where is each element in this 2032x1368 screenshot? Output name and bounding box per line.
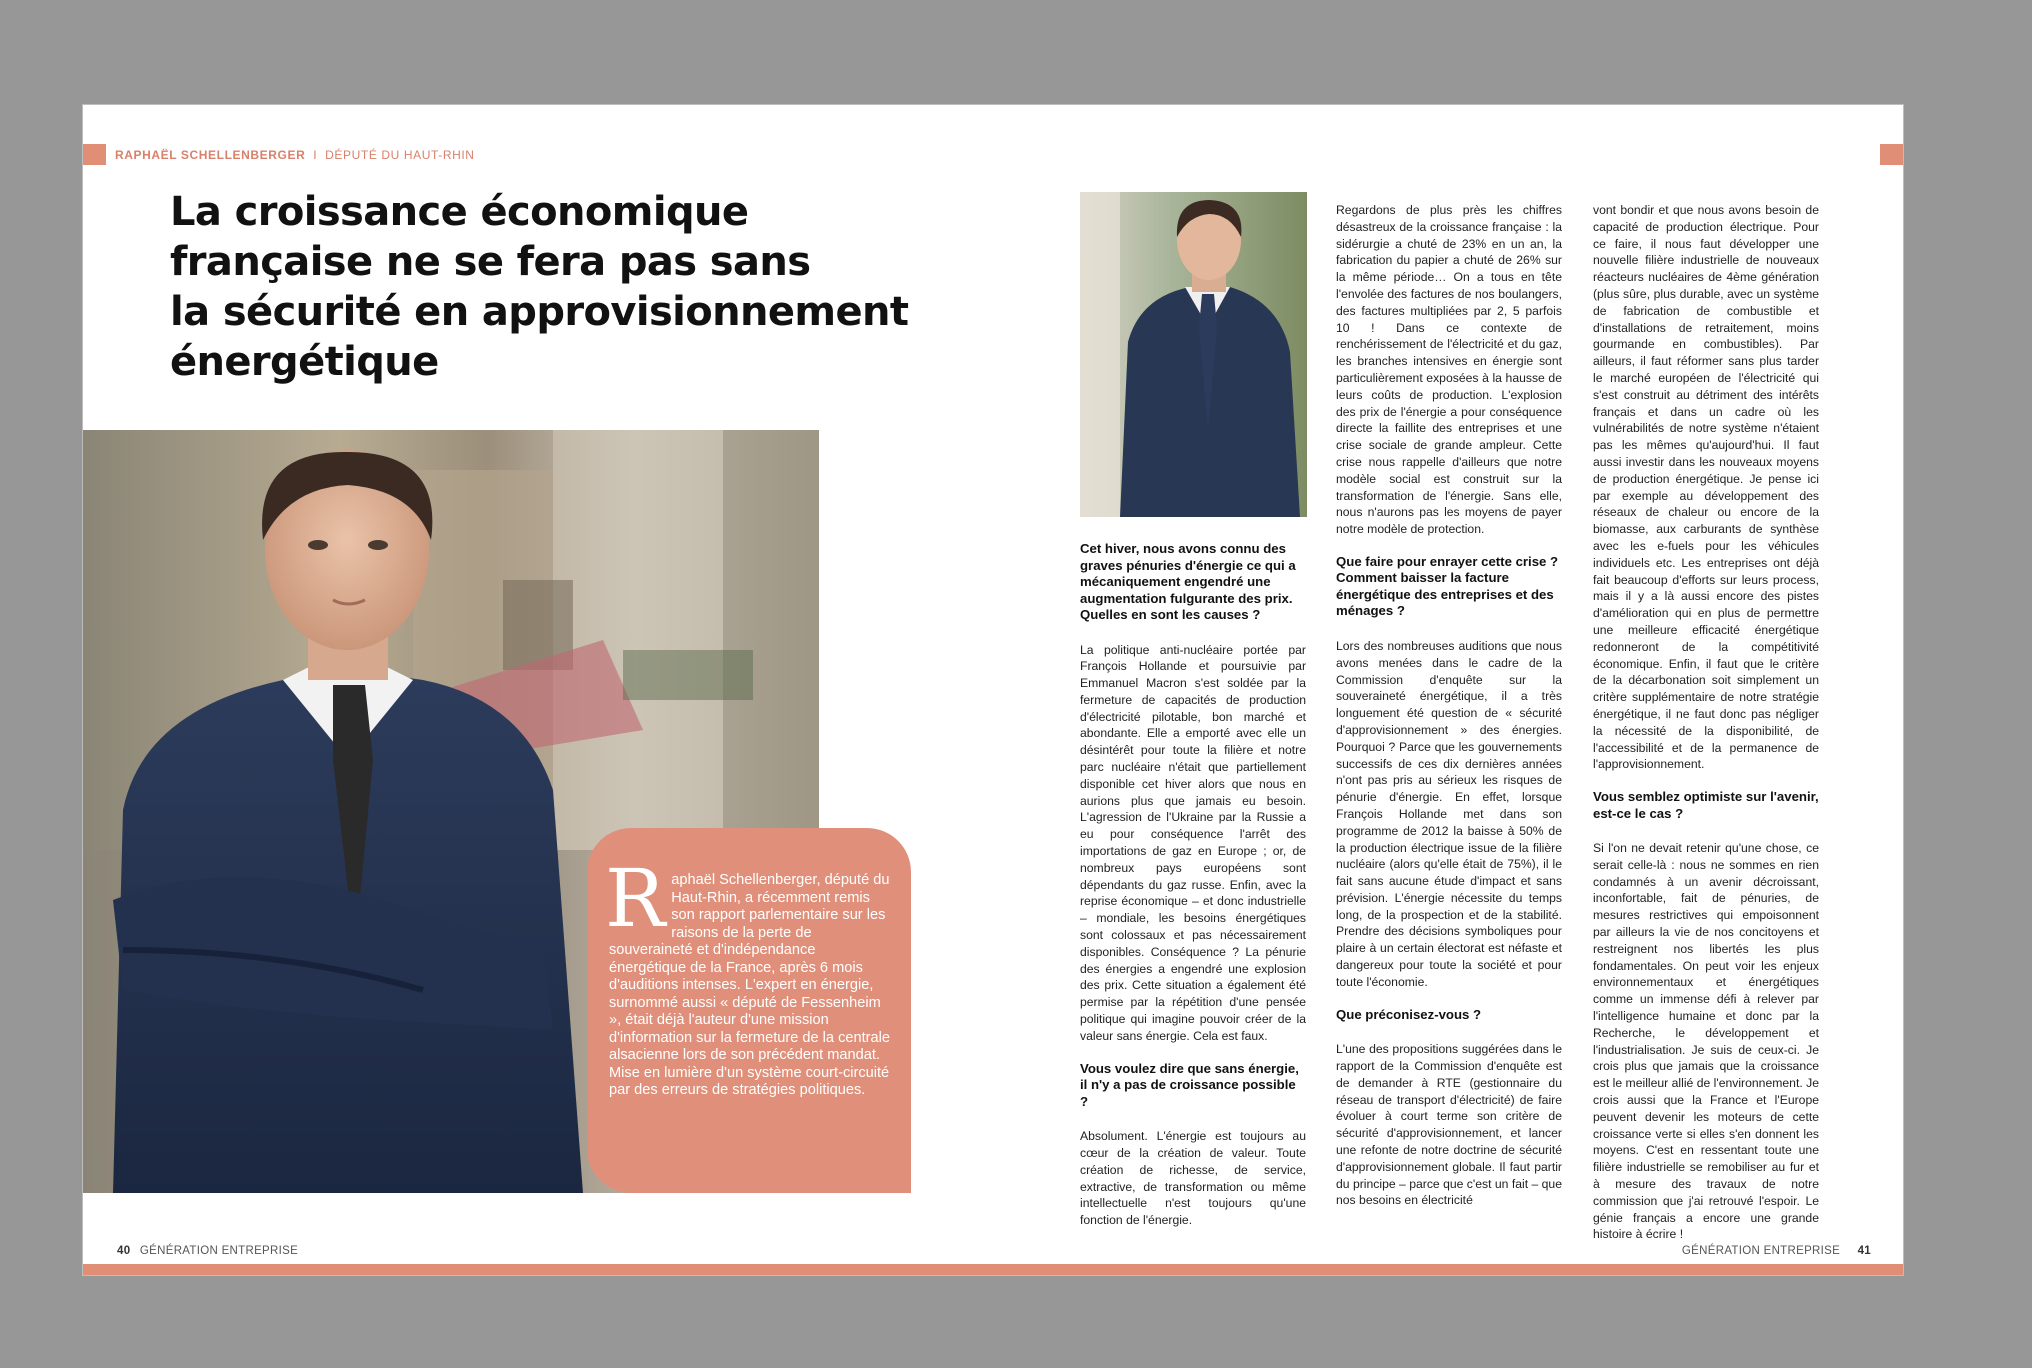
header-accent-right [1880, 144, 1903, 165]
interview-answer: Regardons de plus près les chiffres désastreux de la croissance française : la sidérurgie a chuté de 23% en un an, la fabrication du papier a chuté de 26% sur la même période… On a tous en tête l'envolée des factures de nos boulangers, des factures multipliées par 2, 5 parfois 10 ! Dans ce contexte de renchérissement de l'électricité et du gaz, les branches intensives en énergie sont particulièrement exposées à la hausse de leurs coûts de production. L'explosion des prix de l'énergie a pour conséquence directe la faillite des entreprises et une crise sociale de grande ampleur. Cette crise nous rappelle d'ailleurs que notre modèle social est construit sur la transformation de l'énergie. Sans elle, nous n'aurons pas les moyens de payer notre modèle de protection. [1336, 203, 1562, 537]
header-role: DÉPUTÉ DU HAUT-RHIN [325, 148, 475, 162]
magazine-spread [83, 105, 1903, 1275]
footer-accent-bar [83, 1264, 1903, 1275]
title-line: La croissance économique [170, 189, 749, 235]
article-title [170, 187, 930, 387]
magazine-name-left: GÉNÉRATION ENTREPRISE [139, 1245, 299, 1257]
interview-answer: Absolument. L'énergie est toujours au cœur de la création de valeur. Toute création de richesse, de service, extractive, de transformation ou même intellectuelle n'est toujours qu'une fonction de l'énergie. [1080, 1129, 1306, 1228]
article-column-1 [1080, 541, 1306, 1245]
header-accent-left [83, 144, 106, 165]
running-header [115, 148, 475, 162]
title-line: la sécurité en approvisionnement [170, 289, 909, 335]
author-bio-box [587, 828, 911, 1193]
interview-question: Que préconisez-vous ? [1336, 1006, 1482, 1022]
interview-question: Cet hiver, nous avons connu des graves pénuries d'énergie ce qui a mécaniquement engendré une augmentation fulgurante des prix. Quelles en sont les causes ? [1080, 541, 1296, 622]
secondary-portrait-photo [1080, 192, 1307, 517]
interview-question: Vous voulez dire que sans énergie, il n'y a pas de croissance possible ? [1080, 1060, 1299, 1109]
article-column-2 [1336, 202, 1562, 1225]
article-column-3 [1593, 202, 1819, 1259]
header-author: RAPHAËL SCHELLENBERGER [115, 148, 306, 162]
interview-question: Vous semblez optimiste sur l'avenir, est-ce le cas ? [1593, 789, 1819, 821]
bio-text: aphaël Schellenberger, député du Haut-Rhin, a récemment remis son rapport parlementaire sur les raisons de la perte de souveraineté et d'indépendance énergétique de la France, après 6 mois d'auditions intenses. L'expert en énergie, surnommé aussi « député de Fessenheim », était déjà l'auteur d'une mission d'information sur la fermeture de la centrale alsacienne lors de son précédent mandat. Mise en lumière d'un système court-circuité par des erreurs de stratégies politiques. [609, 872, 891, 1098]
title-line: énergétique [170, 339, 439, 385]
header-separator: I [313, 148, 318, 162]
interview-answer: Si l'on ne devait retenir qu'une chose, ce serait celle-là : nous ne sommes en rien condamnés à un avenir décroissant, inconfortable, fait de pénuries, de mesures restrictives qui empoisonnent par ailleurs la vie de nos concitoyens et restreignent nos libertés les plus fondamentales. On peut voir les enjeux environnementaux et énergétiques comme un immense défi à relever par l'intelligence humaine et donc par la Recherche, le développement et l'industrialisation. Je suis de ceux-ci. Je crois plus que jamais que la croissance est le meilleur allié de l'environnement. Je crois aussi que la France et l'Europe peuvent devenir les moteurs de cette croissance verte si elles s'en donnent les moyens. C'est en ressentant toute une filière industrielle se remobiliser au fur et à mesure des travaux de notre commission que j'ai retrouvé l'espoir. Le génie français a encore une grande histoire à écrire ! [1593, 841, 1819, 1242]
interview-question: Que faire pour enrayer cette crise ? Comment baisser la facture énergétique des entreprises et des ménages ? [1336, 553, 1559, 619]
interview-answer: La politique anti-nucléaire portée par François Hollande et poursuivie par Emmanuel Macron s'est soldée par la fermeture de capacités de production d'électricité pilotable, bon marché et abondante. Elle a emporté avec elle un désintérêt pour toute la filière et notre parc nucléaire n'était que partiellement disponible cet hiver alors que nous en aurions plus que jamais eu besoin. L'agression de l'Ukraine par la Russie a eu pour conséquence l'arrêt des importations de gaz en Europe ; or, de nombreux pays européens sont dépendants du gaz russe. Enfin, avec la reprise économique – et donc industrielle – mondiale, les besoins énergétiques sont colossaux et pas nécessairement disponibles. Conséquence ? La pénurie des énergies a engendré une explosion des prix. Cette situation a également été permise par la répétition d'une pensée politique qui imagine pouvoir créer de la valeur sans énergie. Cela est faux. [1080, 642, 1306, 1043]
interview-answer: L'une des propositions suggérées dans le rapport de la Commission d'enquête est de demander à RTE (gestionnaire du réseau de transport d'électricité) de faire évoluer à court terme son critère de sécurité d'approvisionnement, et lancer une refonte de notre doctrine de sécurité d'approvisionnement globale. Il faut partir du principe – parce que c'est un fait – que nos besoins en électricité [1336, 1042, 1562, 1208]
footer-left [117, 1245, 298, 1257]
footer-right [1682, 1245, 1871, 1257]
bio-dropcap: R [605, 852, 666, 945]
magazine-name-right: GÉNÉRATION ENTREPRISE [1681, 1245, 1841, 1257]
interview-answer: Lors des nombreuses auditions que nous avons menées dans le cadre de la Commission d'enquête sur la souveraineté énergétique, il a très longuement été question de « sécurité d'approvisionnement » des énergies. Pourquoi ? Parce que les gouvernements successifs de ces dix dernières années n'ont pas pris au sérieux les risques de pénurie d'énergie. En effet, lorsque François Hollande met dans son programme de 2012 la baisse à 50% de la production électrique issue de la filière nucléaire (alors qu'elle était de 75%), il le fait sans aucune étude d'impact et sans prévision. L'énergie nécessite du temps long, de la prospection et de la stabilité. Prendre des décisions symboliques pour plaire à un certain électorat est néfaste et dangereux pour toute la société et pour toute l'économie. [1336, 638, 1562, 989]
page-number-left: 40 [117, 1245, 131, 1257]
interview-answer: vont bondir et que nous avons besoin de capacité de production électrique. Pour ce faire, il nous faut développer une nouvelle filière industrielle de nouveaux réacteurs nucléaires de 4ème génération (plus sûre, plus durable, avec un système de fabrication de combustible et d'installations de retraitement, moins gourmande en combustibles). Par ailleurs, il faut réformer sans plus tarder le marché européen de l'électricité qui s'est construit au détriment des intérêts français et dans un cadre où les vulnérabilités de notre système n'étaient pas les mêmes qu'aujourd'hui. Il faut aussi investir dans les nouveaux moyens de production énergétique. Je pense ici par exemple au développement des réseaux de chaleur ou encore de la biomasse, aux carburants de synthèse avec les e-fuels pour les véhicules individuels etc. Les entreprises ont déjà fait beaucoup d'efforts sur leurs process, mais il y a là aussi encore des pistes d'amélioration qui en plus de permettre une meilleure efficacité énergétique redonneront de la compétitivité économique. Enfin, il faut que le critère de la décarbonation soit simplement un critère supplémentaire de notre stratégie énergétique, il ne faut donc pas négliger la nécessité de la disponibilité, de l'accessibilité et de la permanence de l'approvisionnement. [1593, 203, 1819, 772]
title-line: française ne se fera pas sans [170, 239, 811, 285]
page-number-right: 41 [1857, 1245, 1871, 1257]
